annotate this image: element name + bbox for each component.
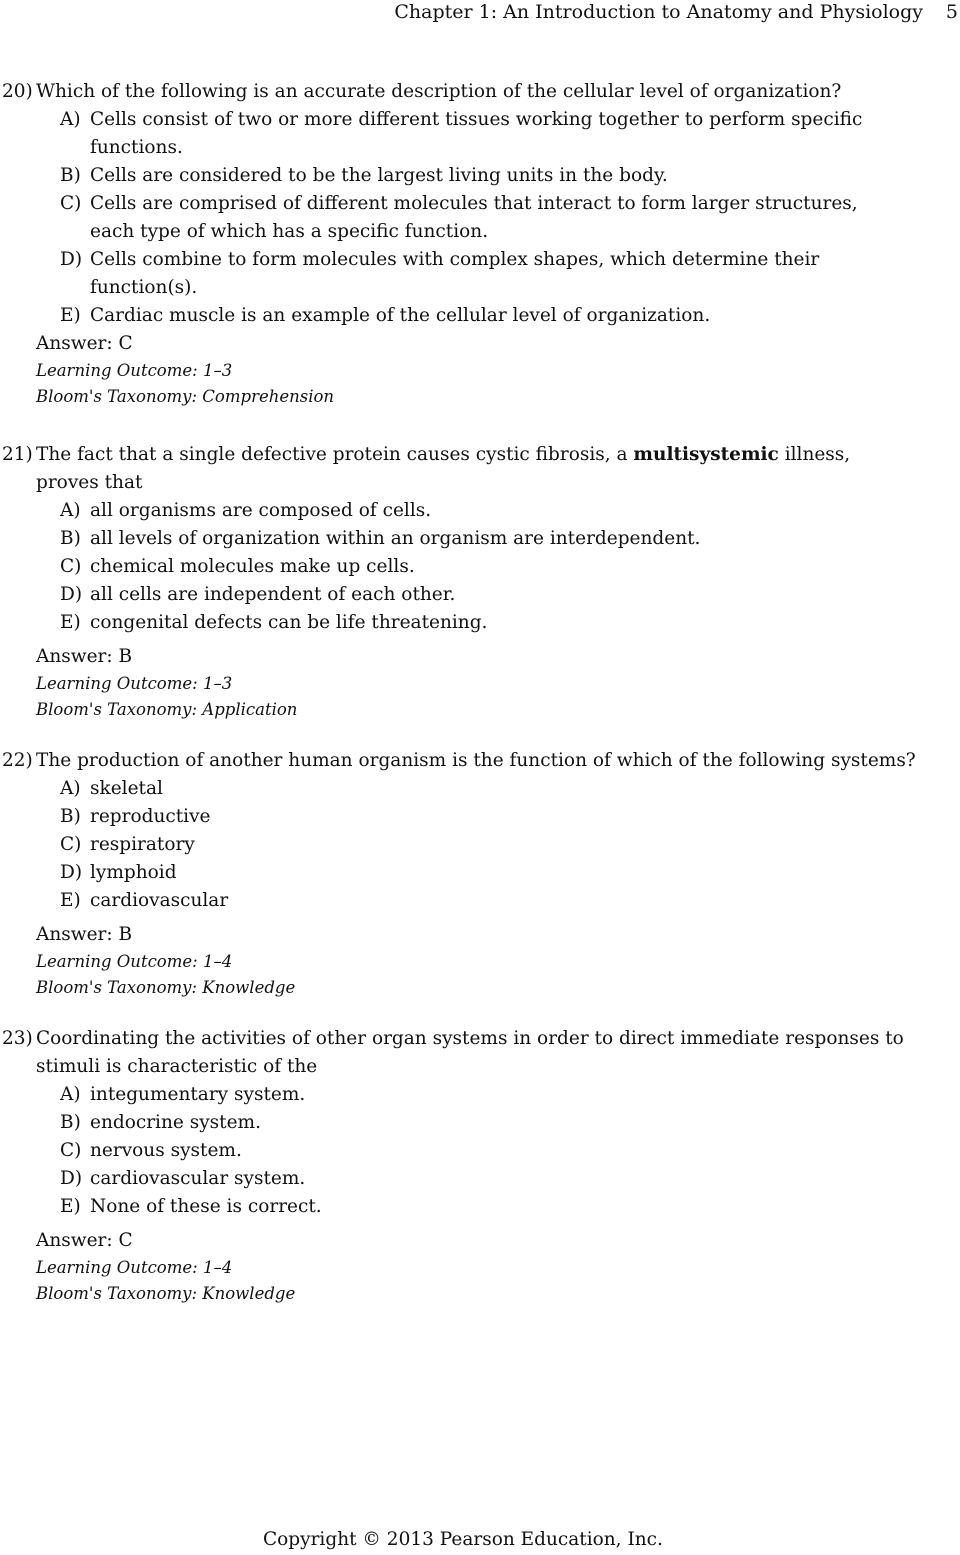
blooms-taxonomy: Bloom's Taxonomy: Knowledge — [36, 978, 296, 997]
blooms-taxonomy: Bloom's Taxonomy: Comprehension — [36, 387, 335, 406]
option-text: cardiovascular system. — [90, 1168, 306, 1189]
question-20 — [2, 78, 942, 410]
page-number: 5 — [945, 1, 958, 23]
option-c — [60, 190, 942, 246]
option-e — [60, 887, 942, 915]
option-text: None of these is correct. — [90, 1196, 322, 1217]
option-a — [60, 775, 942, 803]
option-list — [2, 1081, 942, 1221]
option-letter: C) — [60, 193, 82, 214]
option-text: integumentary system. — [90, 1084, 306, 1105]
option-letter: C) — [60, 834, 82, 855]
option-list — [2, 775, 942, 915]
question-text: The production of another human organism is the function of which of the following systems? — [36, 750, 916, 771]
option-text: respiratory — [90, 834, 195, 855]
copyright-notice: Copyright © 2013 Pearson Education, Inc. — [263, 1529, 663, 1550]
option-text: nervous system. — [90, 1140, 242, 1161]
page-header — [0, 0, 960, 30]
learning-outcome: Learning Outcome: 1–3 — [36, 674, 233, 693]
question-stem — [2, 441, 942, 497]
question-23 — [2, 1025, 942, 1307]
option-d — [60, 859, 942, 887]
option-text: all cells are independent of each other. — [90, 584, 456, 605]
blooms-taxonomy: Bloom's Taxonomy: Application — [36, 700, 298, 719]
option-letter: D) — [60, 862, 83, 883]
option-e — [60, 302, 942, 330]
option-c — [60, 1137, 942, 1165]
option-text: endocrine system. — [90, 1112, 261, 1133]
option-letter: E) — [60, 890, 81, 911]
option-list — [2, 106, 942, 330]
answer: Answer: C — [36, 1230, 133, 1251]
question-text-emphasis: multisystemic — [633, 444, 779, 465]
answer: Answer: B — [36, 924, 133, 945]
question-text: Coordinating the activities of other organ systems in order to direct immediate responses to stimuli is characteristic of the — [36, 1028, 904, 1077]
option-letter: E) — [60, 1196, 81, 1217]
question-stem — [2, 747, 942, 775]
option-text: reproductive — [90, 806, 211, 827]
chapter-title: Chapter 1: An Introduction to Anatomy and Physiology — [394, 1, 923, 23]
learning-outcome: Learning Outcome: 1–3 — [36, 361, 233, 380]
option-b — [60, 525, 942, 553]
option-letter: E) — [60, 612, 81, 633]
option-text: Cells combine to form molecules with complex shapes, which determine their function(s). — [90, 249, 820, 298]
option-a — [60, 1081, 942, 1109]
option-letter: B) — [60, 1112, 81, 1133]
question-number: 22) — [2, 750, 33, 771]
option-d — [60, 246, 942, 302]
answer: Answer: B — [36, 646, 133, 667]
option-text: skeletal — [90, 778, 163, 799]
option-letter: A) — [60, 1084, 81, 1105]
blooms-taxonomy: Bloom's Taxonomy: Knowledge — [36, 1284, 296, 1303]
question-stem — [2, 1025, 942, 1081]
question-22 — [2, 747, 942, 1001]
learning-outcome: Learning Outcome: 1–4 — [36, 952, 233, 971]
option-b — [60, 1109, 942, 1137]
option-d — [60, 1165, 942, 1193]
option-letter: D) — [60, 249, 83, 270]
question-number: 20) — [2, 81, 33, 102]
option-c — [60, 831, 942, 859]
option-letter: E) — [60, 305, 81, 326]
option-d — [60, 581, 942, 609]
option-text: Cells are comprised of different molecules that interact to form larger structures, each type of which has a specific function. — [90, 193, 858, 242]
option-e — [60, 609, 942, 637]
option-text: Cells consist of two or more different tissues working together to perform specific functions. — [90, 109, 863, 158]
option-text: congenital defects can be life threatening. — [90, 612, 488, 633]
option-text: all levels of organization within an organism are interdependent. — [90, 528, 701, 549]
option-e — [60, 1193, 942, 1221]
option-letter: B) — [60, 165, 81, 186]
option-a — [60, 497, 942, 525]
option-letter: A) — [60, 778, 81, 799]
option-list — [2, 497, 942, 637]
option-text: lymphoid — [90, 862, 177, 883]
question-number: 23) — [2, 1028, 33, 1049]
question-text: Which of the following is an accurate description of the cellular level of organization? — [36, 81, 842, 102]
option-letter: D) — [60, 1168, 83, 1189]
question-stem — [2, 78, 942, 106]
option-b — [60, 162, 942, 190]
option-a — [60, 106, 942, 162]
question-number: 21) — [2, 444, 33, 465]
option-letter: A) — [60, 109, 81, 130]
question-text-part: The fact that a single defective protein causes cystic fibrosis, a — [36, 444, 634, 465]
option-text: all organisms are composed of cells. — [90, 500, 432, 521]
option-letter: C) — [60, 556, 82, 577]
option-text: Cells are considered to be the largest living units in the body. — [90, 165, 668, 186]
option-text: Cardiac muscle is an example of the cellular level of organization. — [90, 305, 711, 326]
question-text-part: illness, proves that — [36, 444, 851, 493]
option-text: chemical molecules make up cells. — [90, 556, 415, 577]
option-c — [60, 553, 942, 581]
option-text: cardiovascular — [90, 890, 229, 911]
answer: Answer: C — [36, 333, 133, 354]
option-b — [60, 803, 942, 831]
option-letter: B) — [60, 806, 81, 827]
question-21 — [2, 441, 942, 723]
option-letter: C) — [60, 1140, 82, 1161]
question-text — [36, 441, 916, 497]
option-letter: B) — [60, 528, 81, 549]
learning-outcome: Learning Outcome: 1–4 — [36, 1258, 233, 1277]
option-letter: A) — [60, 500, 81, 521]
option-letter: D) — [60, 584, 83, 605]
